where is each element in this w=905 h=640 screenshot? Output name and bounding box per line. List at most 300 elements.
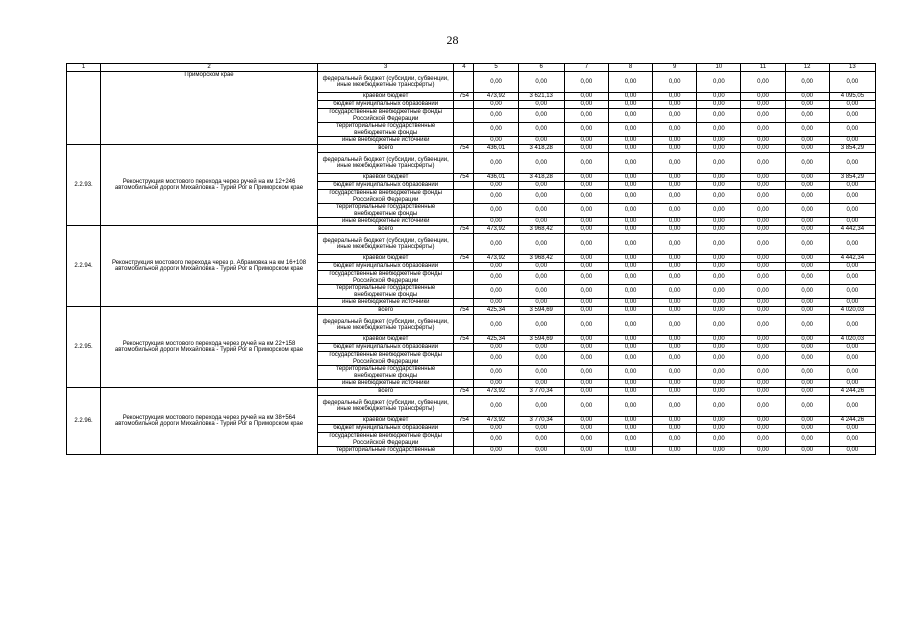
value-cell: 0,00: [829, 366, 875, 380]
value-cell: 0,00: [564, 123, 608, 137]
value-cell: 0,00: [741, 182, 785, 190]
value-cell: 0,00: [785, 336, 829, 344]
value-cell: 0,00: [741, 263, 785, 271]
funding-source: государственные внебюджетные фонды Российской Федерации: [317, 190, 454, 204]
value-cell: 0,00: [741, 352, 785, 366]
value-cell: 754: [454, 93, 474, 101]
value-cell: [454, 109, 474, 123]
value-cell: 0,00: [653, 447, 697, 455]
value-cell: 0,00: [564, 145, 608, 153]
value-cell: 0,00: [518, 299, 564, 307]
value-cell: 0,00: [518, 366, 564, 380]
value-cell: 0,00: [697, 234, 741, 255]
value-cell: 0,00: [653, 145, 697, 153]
column-header: 2: [101, 64, 318, 72]
value-cell: 0,00: [474, 352, 518, 366]
value-cell: 0,00: [608, 447, 652, 455]
value-cell: 0,00: [518, 101, 564, 109]
value-cell: 473,92: [474, 417, 518, 425]
value-cell: 0,00: [785, 101, 829, 109]
value-cell: 0,00: [518, 182, 564, 190]
value-cell: 0,00: [608, 234, 652, 255]
value-cell: 754: [454, 255, 474, 263]
column-header: 11: [741, 64, 785, 72]
value-cell: 0,00: [564, 153, 608, 174]
value-cell: 0,00: [653, 101, 697, 109]
value-cell: 0,00: [697, 336, 741, 344]
value-cell: 0,00: [608, 307, 652, 315]
value-cell: 0,00: [608, 352, 652, 366]
value-cell: 0,00: [741, 388, 785, 396]
funding-source: бюджет муниципальных образований: [317, 425, 454, 433]
funding-source: федеральный бюджет (субсидии, субвенции, иные межбюджетные трансферты): [317, 72, 454, 93]
value-cell: [454, 352, 474, 366]
value-cell: 3 854,29: [829, 145, 875, 153]
value-cell: 0,00: [785, 123, 829, 137]
value-cell: 473,92: [474, 226, 518, 234]
value-cell: [454, 425, 474, 433]
column-header: 8: [608, 64, 652, 72]
value-cell: 0,00: [741, 109, 785, 123]
funding-source: всего: [317, 226, 454, 234]
value-cell: [454, 263, 474, 271]
value-cell: 0,00: [697, 307, 741, 315]
funding-source: иные внебюджетные источники: [317, 299, 454, 307]
value-cell: [454, 344, 474, 352]
value-cell: 0,00: [785, 255, 829, 263]
value-cell: 0,00: [785, 285, 829, 299]
value-cell: 0,00: [564, 204, 608, 218]
value-cell: 0,00: [608, 388, 652, 396]
value-cell: 0,00: [564, 234, 608, 255]
value-cell: 0,00: [785, 417, 829, 425]
value-cell: 754: [454, 174, 474, 182]
value-cell: [454, 204, 474, 218]
value-cell: 0,00: [829, 234, 875, 255]
column-header: 10: [697, 64, 741, 72]
value-cell: 0,00: [653, 109, 697, 123]
value-cell: 0,00: [741, 366, 785, 380]
value-cell: 0,00: [785, 109, 829, 123]
funding-source: иные внебюджетные источники: [317, 218, 454, 226]
value-cell: [454, 396, 474, 417]
value-cell: 0,00: [653, 93, 697, 101]
value-cell: 0,00: [474, 204, 518, 218]
funding-source: федеральный бюджет (субсидии, субвенции, иные межбюджетные трансферты): [317, 153, 454, 174]
value-cell: 0,00: [564, 109, 608, 123]
column-header: 3: [317, 64, 454, 72]
value-cell: 0,00: [608, 285, 652, 299]
object-name: Реконструкция мостового перехода через ручей на км 22+158 автомобильной дороги Михайловка - Турий Рог в Приморском крае: [101, 307, 318, 388]
value-cell: [454, 234, 474, 255]
value-cell: 0,00: [608, 226, 652, 234]
value-cell: 0,00: [653, 366, 697, 380]
value-cell: 0,00: [564, 388, 608, 396]
table-row: [67, 226, 876, 234]
value-cell: 0,00: [564, 447, 608, 455]
value-cell: 0,00: [741, 433, 785, 447]
value-cell: 4 244,26: [829, 388, 875, 396]
value-cell: 0,00: [564, 433, 608, 447]
funding-source: территориальные государственные внебюджетные фонды: [317, 204, 454, 218]
value-cell: 0,00: [564, 190, 608, 204]
value-cell: [454, 218, 474, 226]
value-cell: 0,00: [653, 72, 697, 93]
value-cell: 0,00: [785, 174, 829, 182]
value-cell: 0,00: [608, 93, 652, 101]
funding-source: территориальные государственные внебюджетные фонды: [317, 366, 454, 380]
value-cell: 0,00: [785, 182, 829, 190]
value-cell: 0,00: [608, 101, 652, 109]
value-cell: 0,00: [741, 315, 785, 336]
value-cell: 0,00: [829, 433, 875, 447]
value-cell: 0,00: [564, 263, 608, 271]
value-cell: 4 020,03: [829, 307, 875, 315]
value-cell: 0,00: [829, 123, 875, 137]
value-cell: 0,00: [697, 315, 741, 336]
value-cell: 0,00: [518, 153, 564, 174]
value-cell: 0,00: [829, 263, 875, 271]
value-cell: 0,00: [697, 182, 741, 190]
value-cell: 0,00: [518, 218, 564, 226]
value-cell: [454, 285, 474, 299]
table-row: [67, 388, 876, 396]
value-cell: 0,00: [785, 388, 829, 396]
item-code: 2.2.94.: [67, 226, 101, 307]
value-cell: 0,00: [785, 263, 829, 271]
value-cell: 4 244,26: [829, 417, 875, 425]
value-cell: 0,00: [653, 218, 697, 226]
value-cell: 3 770,34: [518, 388, 564, 396]
column-header: 7: [564, 64, 608, 72]
value-cell: 0,00: [653, 255, 697, 263]
value-cell: 0,00: [474, 263, 518, 271]
funding-source: всего: [317, 145, 454, 153]
value-cell: 0,00: [653, 425, 697, 433]
value-cell: 0,00: [518, 447, 564, 455]
page-number: 28: [446, 33, 459, 47]
value-cell: 0,00: [829, 380, 875, 388]
funding-source: краевой бюджет: [317, 417, 454, 425]
value-cell: 0,00: [741, 153, 785, 174]
value-cell: [454, 447, 474, 455]
value-cell: 0,00: [697, 174, 741, 182]
value-cell: 0,00: [741, 234, 785, 255]
value-cell: 3 418,28: [518, 174, 564, 182]
value-cell: 0,00: [741, 255, 785, 263]
table-row: [67, 145, 876, 153]
column-header: 13: [829, 64, 875, 72]
item-code: 2.2.96.: [67, 388, 101, 455]
funding-source: бюджет муниципальных образований: [317, 101, 454, 109]
funding-source: краевой бюджет: [317, 93, 454, 101]
value-cell: 0,00: [564, 72, 608, 93]
value-cell: 0,00: [564, 182, 608, 190]
value-cell: 0,00: [653, 271, 697, 285]
value-cell: 754: [454, 307, 474, 315]
value-cell: 0,00: [653, 226, 697, 234]
value-cell: 0,00: [653, 315, 697, 336]
value-cell: 0,00: [474, 109, 518, 123]
value-cell: [454, 380, 474, 388]
column-header: 5: [474, 64, 518, 72]
value-cell: 0,00: [653, 344, 697, 352]
value-cell: 0,00: [653, 388, 697, 396]
value-cell: 0,00: [829, 137, 875, 145]
value-cell: 0,00: [564, 344, 608, 352]
value-cell: [454, 433, 474, 447]
value-cell: [454, 153, 474, 174]
funding-source: бюджет муниципальных образований: [317, 182, 454, 190]
funding-source: краевой бюджет: [317, 336, 454, 344]
value-cell: 0,00: [564, 396, 608, 417]
value-cell: 0,00: [741, 344, 785, 352]
value-cell: 0,00: [608, 153, 652, 174]
value-cell: 754: [454, 145, 474, 153]
value-cell: 0,00: [697, 380, 741, 388]
value-cell: 0,00: [741, 204, 785, 218]
value-cell: [454, 190, 474, 204]
value-cell: 0,00: [829, 101, 875, 109]
value-cell: 0,00: [785, 344, 829, 352]
value-cell: 0,00: [829, 190, 875, 204]
value-cell: 0,00: [697, 425, 741, 433]
value-cell: 0,00: [785, 352, 829, 366]
value-cell: 0,00: [518, 285, 564, 299]
value-cell: 0,00: [518, 352, 564, 366]
value-cell: 0,00: [697, 109, 741, 123]
value-cell: 3 418,28: [518, 145, 564, 153]
value-cell: 0,00: [564, 101, 608, 109]
value-cell: 0,00: [697, 72, 741, 93]
value-cell: 3 854,29: [829, 174, 875, 182]
value-cell: 0,00: [474, 366, 518, 380]
value-cell: 0,00: [518, 190, 564, 204]
value-cell: 0,00: [741, 218, 785, 226]
value-cell: 0,00: [518, 234, 564, 255]
value-cell: 0,00: [697, 352, 741, 366]
value-cell: 0,00: [518, 72, 564, 93]
value-cell: 0,00: [474, 433, 518, 447]
funding-source: государственные внебюджетные фонды Российской Федерации: [317, 109, 454, 123]
value-cell: 0,00: [474, 425, 518, 433]
value-cell: [454, 182, 474, 190]
value-cell: 0,00: [741, 299, 785, 307]
funding-source: территориальные государственные: [317, 447, 454, 455]
funding-source: краевой бюджет: [317, 174, 454, 182]
value-cell: 0,00: [474, 396, 518, 417]
value-cell: 0,00: [653, 137, 697, 145]
value-cell: 0,00: [608, 218, 652, 226]
value-cell: 0,00: [697, 153, 741, 174]
value-cell: 0,00: [608, 271, 652, 285]
funding-table: [66, 63, 876, 455]
value-cell: 0,00: [474, 285, 518, 299]
funding-source: территориальные государственные внебюджетные фонды: [317, 123, 454, 137]
value-cell: 0,00: [741, 190, 785, 204]
value-cell: 0,00: [564, 174, 608, 182]
value-cell: 0,00: [785, 380, 829, 388]
value-cell: 0,00: [829, 315, 875, 336]
value-cell: 0,00: [829, 204, 875, 218]
value-cell: [454, 366, 474, 380]
value-cell: 3 621,13: [518, 93, 564, 101]
value-cell: 0,00: [608, 182, 652, 190]
value-cell: 0,00: [653, 396, 697, 417]
value-cell: 0,00: [741, 101, 785, 109]
funding-source: федеральный бюджет (субсидии, субвенции, иные межбюджетные трансферты): [317, 315, 454, 336]
value-cell: 0,00: [785, 299, 829, 307]
value-cell: 0,00: [474, 344, 518, 352]
value-cell: 0,00: [741, 226, 785, 234]
object-name: Приморском крае: [101, 72, 318, 145]
value-cell: 0,00: [741, 137, 785, 145]
column-header: 9: [653, 64, 697, 72]
value-cell: 0,00: [564, 137, 608, 145]
value-cell: 0,00: [785, 153, 829, 174]
funding-source: бюджет муниципальных образований: [317, 344, 454, 352]
funding-source: государственные внебюджетные фонды Российской Федерации: [317, 271, 454, 285]
value-cell: 0,00: [741, 425, 785, 433]
header-row: [67, 64, 876, 72]
object-name: Реконструкция мостового перехода через р. Абрамовка на км 16+108 автомобильной дороги Михайловка - Турий Рог в Приморском крае: [101, 226, 318, 307]
value-cell: 0,00: [474, 72, 518, 93]
object-name: Реконструкция мостового перехода через ручей на км 12+246 автомобильной дороги Михайловка - Турий Рог в Приморском крае: [101, 145, 318, 226]
value-cell: 0,00: [608, 263, 652, 271]
value-cell: 0,00: [608, 145, 652, 153]
value-cell: 754: [454, 417, 474, 425]
item-code: 2.2.93.: [67, 145, 101, 226]
funding-source: всего: [317, 307, 454, 315]
value-cell: 3 594,69: [518, 307, 564, 315]
value-cell: 0,00: [697, 433, 741, 447]
value-cell: 0,00: [741, 72, 785, 93]
value-cell: 0,00: [785, 204, 829, 218]
funding-source: территориальные государственные внебюджетные фонды: [317, 285, 454, 299]
funding-source: бюджет муниципальных образований: [317, 263, 454, 271]
value-cell: 754: [454, 388, 474, 396]
funding-source: краевой бюджет: [317, 255, 454, 263]
value-cell: 0,00: [697, 366, 741, 380]
value-cell: [454, 271, 474, 285]
value-cell: 0,00: [785, 307, 829, 315]
value-cell: 0,00: [697, 271, 741, 285]
value-cell: 0,00: [741, 336, 785, 344]
value-cell: 0,00: [518, 137, 564, 145]
value-cell: 0,00: [785, 190, 829, 204]
value-cell: 0,00: [608, 109, 652, 123]
value-cell: 0,00: [608, 174, 652, 182]
value-cell: 0,00: [653, 433, 697, 447]
value-cell: 0,00: [564, 307, 608, 315]
value-cell: 0,00: [564, 315, 608, 336]
item-code: 2.2.95.: [67, 307, 101, 388]
value-cell: 0,00: [697, 299, 741, 307]
object-name: Реконструкция мостового перехода через ручей на км 38+564 автомобильной дороги Михайловка - Турий Рог в Приморском крае: [101, 388, 318, 455]
table-row: [67, 307, 876, 315]
value-cell: 0,00: [608, 417, 652, 425]
value-cell: 0,00: [697, 137, 741, 145]
value-cell: 0,00: [697, 101, 741, 109]
value-cell: 0,00: [829, 285, 875, 299]
value-cell: 0,00: [608, 190, 652, 204]
value-cell: 0,00: [697, 344, 741, 352]
value-cell: 0,00: [518, 315, 564, 336]
value-cell: 0,00: [829, 153, 875, 174]
value-cell: 0,00: [608, 137, 652, 145]
value-cell: 0,00: [564, 380, 608, 388]
value-cell: 0,00: [653, 352, 697, 366]
value-cell: 0,00: [785, 234, 829, 255]
value-cell: 0,00: [608, 72, 652, 93]
value-cell: 0,00: [785, 447, 829, 455]
value-cell: 436,01: [474, 174, 518, 182]
value-cell: 0,00: [741, 145, 785, 153]
value-cell: 0,00: [785, 271, 829, 285]
value-cell: 0,00: [653, 174, 697, 182]
value-cell: 0,00: [474, 182, 518, 190]
value-cell: 0,00: [785, 315, 829, 336]
funding-source: государственные внебюджетные фонды Российской Федерации: [317, 433, 454, 447]
value-cell: 0,00: [741, 396, 785, 417]
value-cell: 0,00: [741, 285, 785, 299]
value-cell: 0,00: [564, 226, 608, 234]
value-cell: 0,00: [697, 447, 741, 455]
value-cell: 473,92: [474, 255, 518, 263]
value-cell: 0,00: [564, 336, 608, 344]
value-cell: 0,00: [785, 433, 829, 447]
value-cell: 0,00: [697, 93, 741, 101]
table-row: [67, 72, 876, 93]
funding-source: иные внебюджетные источники: [317, 380, 454, 388]
value-cell: 0,00: [518, 271, 564, 285]
value-cell: 0,00: [741, 447, 785, 455]
value-cell: 0,00: [518, 123, 564, 137]
value-cell: 0,00: [785, 72, 829, 93]
value-cell: 3 968,42: [518, 226, 564, 234]
column-header: 1: [67, 64, 101, 72]
value-cell: 0,00: [697, 388, 741, 396]
value-cell: 0,00: [741, 380, 785, 388]
value-cell: [454, 123, 474, 137]
value-cell: 0,00: [564, 218, 608, 226]
value-cell: 0,00: [474, 153, 518, 174]
value-cell: 0,00: [518, 204, 564, 218]
value-cell: 0,00: [474, 271, 518, 285]
value-cell: 0,00: [785, 137, 829, 145]
value-cell: 0,00: [653, 299, 697, 307]
value-cell: 0,00: [608, 299, 652, 307]
value-cell: 0,00: [518, 263, 564, 271]
funding-source: федеральный бюджет (субсидии, субвенции, иные межбюджетные трансферты): [317, 396, 454, 417]
value-cell: [454, 72, 474, 93]
value-cell: 0,00: [741, 174, 785, 182]
value-cell: 0,00: [653, 234, 697, 255]
value-cell: [454, 101, 474, 109]
value-cell: 0,00: [653, 417, 697, 425]
value-cell: 0,00: [829, 271, 875, 285]
value-cell: 0,00: [564, 271, 608, 285]
funding-source: государственные внебюджетные фонды Российской Федерации: [317, 352, 454, 366]
value-cell: 0,00: [785, 226, 829, 234]
value-cell: 0,00: [653, 336, 697, 344]
value-cell: 0,00: [697, 263, 741, 271]
value-cell: 0,00: [564, 366, 608, 380]
column-header: 12: [785, 64, 829, 72]
value-cell: 0,00: [653, 285, 697, 299]
value-cell: 0,00: [653, 190, 697, 204]
value-cell: 3 968,42: [518, 255, 564, 263]
